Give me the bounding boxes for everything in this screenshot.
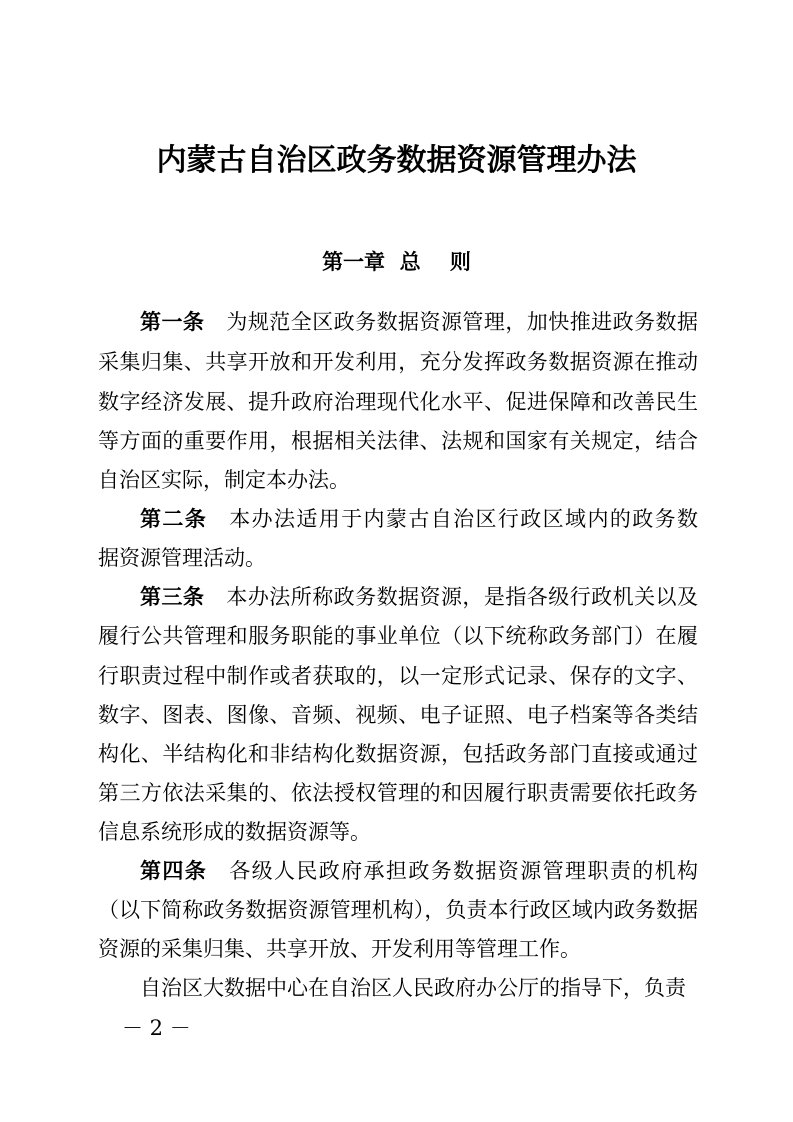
article-1-line: 等方面的重要作用，根据相关法律、法规和国家有关规定，结合 [98, 429, 698, 453]
document-title: 内蒙古自治区政务数据资源管理办法 [156, 143, 637, 178]
article-3-first-line: 第三条 本办法所称政务数据资源，是指各级行政机关以及 [140, 585, 698, 609]
article-4-first-line: 第四条 各级人民政府承担政务数据资源管理职责的机构 [140, 859, 699, 883]
article-3-label: 第三条 [140, 585, 205, 609]
paragraph-line: 自治区大数据中心在自治区人民政府办公厅的指导下，负责 [140, 976, 686, 1000]
chapter-heading: 第一章 总 则 [322, 250, 471, 274]
article-2-first-line: 第二条 本办法适用于内蒙古自治区行政区域内的政务数 [140, 507, 699, 531]
article-4-label: 第四条 [140, 859, 208, 883]
article-2-line: 据资源管理活动。 [98, 546, 266, 570]
article-1-first-line: 第一条 为规范全区政务数据资源管理，加快推进政务数据 [140, 310, 698, 334]
article-1-line: 数字经济发展、提升政府治理现代化水平、促进保障和改善民生 [98, 390, 698, 414]
article-3-line: 数字、图表、图像、音频、视频、电子证照、电子档案等各类结 [98, 703, 698, 727]
article-3-line: 第三方依法采集的、依法授权管理的和因履行职责需要依托政务 [98, 781, 698, 805]
article-3-line: 行职责过程中制作或者获取的，以一定形式记录、保存的文字、 [98, 664, 698, 688]
article-3-line: 构化、半结构化和非结构化数据资源，包括政务部门直接或通过 [98, 742, 698, 766]
article-1-line: 自治区实际，制定本办法。 [98, 468, 350, 492]
article-1-line: 采集归集、共享开放和开发利用，充分发挥政务数据资源在推动 [98, 350, 698, 374]
article-4-line: 资源的采集归集、共享开放、开发利用等管理工作。 [98, 937, 581, 961]
article-1-label: 第一条 [140, 310, 205, 334]
article-3-line: 信息系统形成的数据资源等。 [98, 820, 371, 844]
article-2-label: 第二条 [140, 507, 208, 531]
article-3-line: 履行公共管理和服务职能的事业单位（以下统称政务部门）在履 [98, 624, 698, 648]
article-4-line: （以下简称政务数据资源管理机构），负责本行政区域内政务数据 [98, 898, 698, 922]
page-number: － 2 － [122, 1016, 191, 1040]
